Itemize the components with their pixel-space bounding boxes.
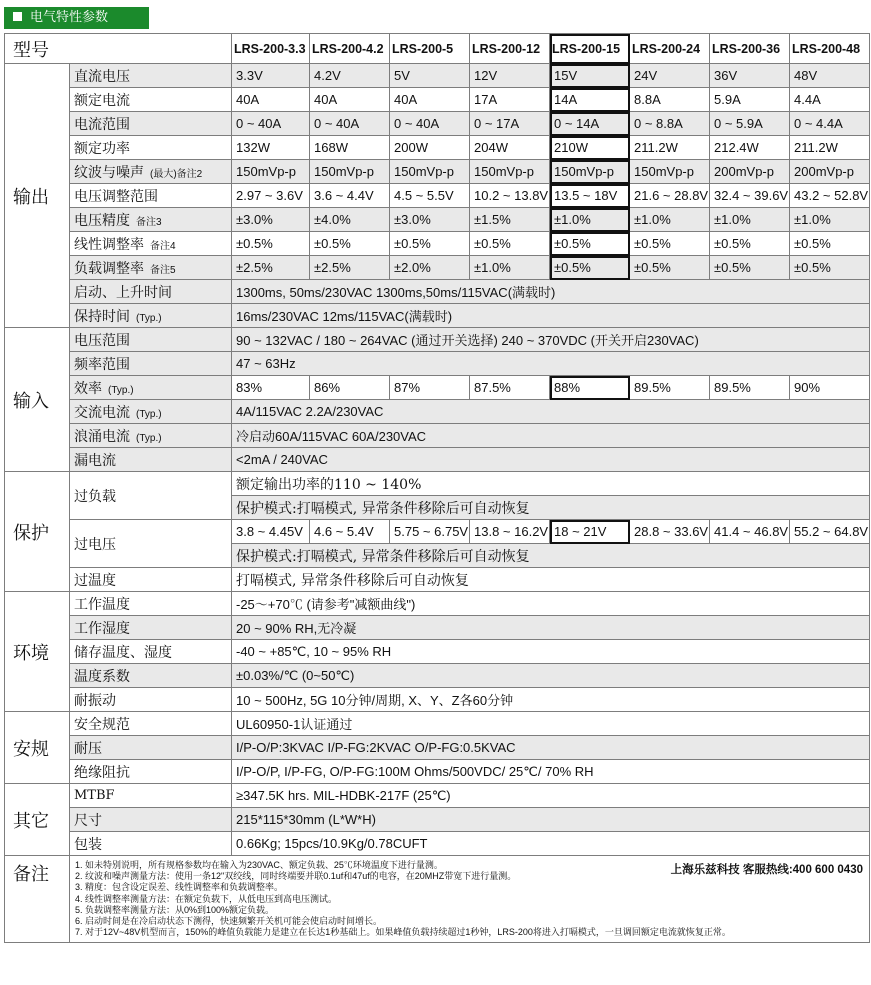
value-cell: 10.2 ~ 13.8V — [470, 184, 550, 208]
value-cell: 8.8A — [630, 88, 710, 112]
value-cell: ±0.5% — [630, 256, 710, 280]
note-line: 4. 线性调整率测量方法：在额定负载下，从低电压到高电压测试。 — [75, 893, 338, 904]
table-row — [5, 184, 870, 208]
value-cell: 215*115*30mm (L*W*H) — [232, 808, 870, 832]
row-label-text: 额定电流 — [74, 92, 130, 109]
value-cell: 0 ~ 4.4A — [790, 112, 870, 136]
ovp-value: 4.6 ~ 5.4V — [310, 520, 390, 544]
value-cell: 48V — [790, 64, 870, 88]
ovp-value: 41.4 ~ 46.8V — [710, 520, 790, 544]
ovp-value: 55.2 ~ 64.8V — [790, 520, 870, 544]
row-label — [70, 304, 232, 328]
value-cell: ±0.5% — [310, 232, 390, 256]
value-cell: ±0.5% — [790, 256, 870, 280]
row-label — [70, 280, 232, 304]
model-name: LRS-200-24 — [630, 34, 710, 64]
value-cell: 150mVp-p — [550, 160, 630, 184]
value-cell: 3.6 ~ 4.4V — [310, 184, 390, 208]
ovp-value: 5.75 ~ 6.75V — [390, 520, 470, 544]
table-row — [5, 352, 870, 376]
row-label — [70, 760, 232, 784]
value-cell: 21.6 ~ 28.8V — [630, 184, 710, 208]
value-cell: 40A — [390, 88, 470, 112]
row-label-text: 过负载 — [74, 488, 116, 505]
note-line: 3. 精度：包含设定误差、线性调整率和负载调整率。 — [75, 882, 284, 893]
ac-current-value: 4A/115VAC 2.2A/230VAC — [232, 400, 870, 424]
efficiency-value: 87.5% — [470, 376, 550, 400]
model-row — [5, 34, 870, 64]
frequency-value: 47 ~ 63Hz — [232, 352, 870, 376]
table-row — [5, 808, 870, 832]
efficiency-value: 83% — [232, 376, 310, 400]
row-label — [70, 448, 232, 472]
row-label-text: 温度系数 — [74, 668, 130, 685]
section-title: 电气特性参数 — [30, 10, 109, 25]
value-cell: 211.2W — [630, 136, 710, 160]
value-cell: 150mVp-p — [232, 160, 310, 184]
square-bullet-icon — [13, 12, 22, 21]
row-label-text: 尺寸 — [74, 812, 102, 829]
row-label — [70, 400, 232, 424]
value-cell: 168W — [310, 136, 390, 160]
row-label — [70, 112, 232, 136]
row-label — [70, 184, 232, 208]
row-label-text: 储存温度、湿度 — [74, 644, 172, 661]
category-safety: 安规 — [5, 712, 70, 784]
row-label-text: 耐压 — [74, 740, 102, 757]
value-cell: 200W — [390, 136, 470, 160]
value-cell: ±2.0% — [390, 256, 470, 280]
ovp-value: 18 ~ 21V — [550, 520, 630, 544]
table-row — [5, 256, 870, 280]
table-row — [5, 400, 870, 424]
value-cell: 14A — [550, 88, 630, 112]
row-label — [70, 808, 232, 832]
row-label-text: 效率 — [74, 380, 102, 397]
value-cell: 3.3V — [232, 64, 310, 88]
efficiency-value: 89.5% — [630, 376, 710, 400]
section-header — [4, 7, 149, 29]
value-cell: 212.4W — [710, 136, 790, 160]
row-label — [70, 328, 232, 352]
value-cell: 43.2 ~ 52.8V — [790, 184, 870, 208]
row-label-text: 启动、上升时间 — [74, 284, 172, 301]
category-notes: 备注 — [5, 856, 70, 943]
startup-value: 1300ms, 50ms/230VAC 1300ms,50ms/115VAC(满载时) — [232, 280, 870, 304]
row-label-text: 浪涌电流 — [74, 428, 130, 445]
value-cell: 0 ~ 40A — [310, 112, 390, 136]
row-label — [70, 376, 232, 400]
value-cell: 15V — [550, 64, 630, 88]
efficiency-value: 88% — [550, 376, 630, 400]
row-label-text: 电压调整范围 — [74, 188, 158, 205]
table-row — [5, 112, 870, 136]
model-name: LRS-200-15 — [550, 34, 630, 64]
table-row — [5, 616, 870, 640]
hold-value: 16ms/230VAC 12ms/115VAC(满载时) — [232, 304, 870, 328]
row-label-text: 直流电压 — [74, 68, 130, 85]
row-label-text: 包装 — [74, 836, 102, 853]
table-row — [5, 424, 870, 448]
note-line: 7. 对于12V~48V机型而言，150%的峰值负载能力是建立在长达1秒基础上。如果峰值负载持续超过1秒钟，LRS-200将进入打嗝模式，一旦调回额定电流就恢复正常。 — [75, 927, 731, 938]
value-cell: 0 ~ 8.8A — [630, 112, 710, 136]
row-label-text: 耐振动 — [74, 692, 116, 709]
row-label-text: 频率范围 — [74, 356, 130, 373]
spec-table — [4, 33, 870, 943]
table-row — [5, 712, 870, 736]
table-row — [5, 448, 870, 472]
category-input: 输入 — [5, 328, 70, 472]
value-cell: 210W — [550, 136, 630, 160]
value-cell: 40A — [232, 88, 310, 112]
table-row — [5, 136, 870, 160]
overload-value: 额定输出功率的110 ~ 140% — [232, 472, 870, 496]
overtemp-value: 打嗝模式, 异常条件移除后可自动恢复 — [232, 568, 870, 592]
value-cell: ±1.0% — [550, 208, 630, 232]
value-cell: 5.9A — [710, 88, 790, 112]
value-cell: 13.5 ~ 18V — [550, 184, 630, 208]
model-label: 型号 — [5, 34, 232, 64]
value-cell: 200mVp-p — [790, 160, 870, 184]
value-cell: ±1.0% — [470, 256, 550, 280]
efficiency-value: 89.5% — [710, 376, 790, 400]
value-cell: 0 ~ 5.9A — [710, 112, 790, 136]
row-label-note: 备注3 — [136, 216, 162, 228]
value-cell: 12V — [470, 64, 550, 88]
row-label-text: 工作湿度 — [74, 620, 130, 637]
row-label-text: 工作温度 — [74, 596, 130, 613]
row-label-note: 备注5 — [150, 264, 176, 276]
value-cell: ≥347.5K hrs. MIL-HDBK-217F (25℃) — [232, 784, 870, 808]
value-cell: 0 ~ 17A — [470, 112, 550, 136]
ovp-value: 28.8 ~ 33.6V — [630, 520, 710, 544]
table-row — [5, 328, 870, 352]
row-label — [70, 208, 232, 232]
value-cell: I/P-O/P, I/P-FG, O/P-FG:100M Ohms/500VDC/ 25℃/ 70% RH — [232, 760, 870, 784]
row-label — [70, 592, 232, 616]
value-cell: ±4.0% — [310, 208, 390, 232]
value-cell: 150mVp-p — [470, 160, 550, 184]
table-row — [5, 640, 870, 664]
row-label — [70, 640, 232, 664]
row-label-text: 安全规范 — [74, 716, 130, 733]
value-cell: ±1.0% — [790, 208, 870, 232]
row-label-note: 备注4 — [150, 240, 176, 252]
row-label — [70, 784, 232, 808]
value-cell: ±0.5% — [550, 232, 630, 256]
model-name: LRS-200-3.3 — [232, 34, 310, 64]
value-cell: ±3.0% — [390, 208, 470, 232]
leakage-value: <2mA / 240VAC — [232, 448, 870, 472]
value-cell: 4.4A — [790, 88, 870, 112]
table-row — [5, 520, 870, 544]
value-cell: 10 ~ 500Hz, 5G 10分钟/周期, X、Y、Z各60分钟 — [232, 688, 870, 712]
row-label-note: (Typ.) — [136, 408, 162, 420]
row-label — [70, 664, 232, 688]
row-label — [70, 616, 232, 640]
table-row — [5, 736, 870, 760]
value-cell: 0.66Kg; 15pcs/10.9Kg/0.78CUFT — [232, 832, 870, 856]
row-label — [70, 712, 232, 736]
value-cell: ±0.5% — [390, 232, 470, 256]
value-cell: 200mVp-p — [710, 160, 790, 184]
table-row — [5, 376, 870, 400]
value-cell: 204W — [470, 136, 550, 160]
row-label-text: 电压范围 — [74, 332, 130, 349]
table-row — [5, 856, 870, 943]
row-label-text: 漏电流 — [74, 452, 116, 469]
value-cell: UL60950-1认证通过 — [232, 712, 870, 736]
model-name: LRS-200-36 — [710, 34, 790, 64]
value-cell: ±0.5% — [232, 232, 310, 256]
row-label-text: 电流范围 — [74, 116, 130, 133]
ovp-mode: 保护模式:打嗝模式, 异常条件移除后可自动恢复 — [232, 544, 870, 568]
row-label-text: 纹波与噪声 — [74, 164, 144, 181]
value-cell: 40A — [310, 88, 390, 112]
value-cell: ±0.5% — [790, 232, 870, 256]
table-row — [5, 784, 870, 808]
row-label-note: (Typ.) — [108, 384, 134, 396]
row-label-text: 线性调整率 — [74, 236, 144, 253]
value-cell: ±0.5% — [710, 232, 790, 256]
row-label — [70, 88, 232, 112]
row-label-text: 电压精度 — [74, 212, 130, 229]
value-cell: 132W — [232, 136, 310, 160]
note-line: 1. 如未特别说明，所有规格参数均在输入为230VAC、额定负载、25℃环境温度下进行量测。 — [75, 860, 443, 870]
row-label — [70, 736, 232, 760]
value-cell: ±1.0% — [630, 208, 710, 232]
value-cell: ±2.5% — [232, 256, 310, 280]
row-label-text: 绝缘阻抗 — [74, 764, 130, 781]
table-row — [5, 64, 870, 88]
value-cell: 150mVp-p — [310, 160, 390, 184]
note-line: 6. 启动时间是在冷启动状态下测得，快速频繁开关机可能会使启动时间增长。 — [75, 916, 383, 927]
contact-hotline: 上海乐兹科技 客服热线:400 600 0430 — [670, 864, 863, 876]
value-cell: -40 ~ +85℃, 10 ~ 95% RH — [232, 640, 870, 664]
ovp-value: 13.8 ~ 16.2V — [470, 520, 550, 544]
model-name: LRS-200-12 — [470, 34, 550, 64]
value-cell: ±1.0% — [710, 208, 790, 232]
row-label-text: 过温度 — [74, 572, 116, 589]
table-row — [5, 688, 870, 712]
model-name: LRS-200-5 — [390, 34, 470, 64]
model-name: LRS-200-48 — [790, 34, 870, 64]
value-cell: 0 ~ 40A — [390, 112, 470, 136]
row-label — [70, 160, 232, 184]
row-label-text: MTBF — [74, 788, 115, 803]
ovp-value: 3.8 ~ 4.45V — [232, 520, 310, 544]
value-cell: ±2.5% — [310, 256, 390, 280]
table-row — [5, 88, 870, 112]
category-environment: 环境 — [5, 592, 70, 712]
value-cell: ±0.5% — [470, 232, 550, 256]
row-label-text: 额定功率 — [74, 140, 130, 157]
category-output: 输出 — [5, 64, 70, 328]
row-label-text: 过电压 — [74, 536, 116, 553]
value-cell: 150mVp-p — [630, 160, 710, 184]
overload-mode: 保护模式:打嗝模式, 异常条件移除后可自动恢复 — [232, 496, 870, 520]
notes-block — [70, 856, 870, 943]
value-cell: 0 ~ 14A — [550, 112, 630, 136]
value-cell: ±0.5% — [550, 256, 630, 280]
value-cell: -25～+70℃ (请参考"减额曲线") — [232, 592, 870, 616]
row-label — [70, 136, 232, 160]
row-label — [70, 424, 232, 448]
table-row — [5, 664, 870, 688]
value-cell: I/P-O/P:3KVAC I/P-FG:2KVAC O/P-FG:0.5KVAC — [232, 736, 870, 760]
table-row — [5, 232, 870, 256]
value-cell: 20 ~ 90% RH,无冷凝 — [232, 616, 870, 640]
row-label-text: 交流电流 — [74, 404, 130, 421]
value-cell: ±0.5% — [710, 256, 790, 280]
value-cell: 150mVp-p — [390, 160, 470, 184]
table-row — [5, 160, 870, 184]
table-row — [5, 304, 870, 328]
value-cell: ±1.5% — [470, 208, 550, 232]
value-cell: 211.2W — [790, 136, 870, 160]
row-label — [70, 232, 232, 256]
value-cell: ±0.5% — [630, 232, 710, 256]
value-cell: 24V — [630, 64, 710, 88]
row-label — [70, 688, 232, 712]
value-cell: 17A — [470, 88, 550, 112]
efficiency-value: 90% — [790, 376, 870, 400]
note-line: 2. 纹波和噪声测量方法：使用一条12"双绞线，同时终端要并联0.1uf和47uf的电容，在20MHZ带宽下进行量测。 — [75, 871, 517, 882]
row-label — [70, 352, 232, 376]
efficiency-value: 87% — [390, 376, 470, 400]
value-cell: 36V — [710, 64, 790, 88]
note-line: 5. 负载调整率测量方法：从0%到100%额定负载。 — [75, 904, 275, 915]
value-cell: ±0.03%/℃ (0~50℃) — [232, 664, 870, 688]
row-label — [70, 520, 232, 568]
value-cell: 32.4 ~ 39.6V — [710, 184, 790, 208]
inrush-value: 冷启动60A/115VAC 60A/230VAC — [232, 424, 870, 448]
category-other: 其它 — [5, 784, 70, 856]
row-label — [70, 64, 232, 88]
row-label-text: 负载调整率 — [74, 260, 144, 277]
row-label-note: (Typ.) — [136, 312, 162, 324]
value-cell: 4.5 ~ 5.5V — [390, 184, 470, 208]
value-cell: 4.2V — [310, 64, 390, 88]
row-label — [70, 568, 232, 592]
category-protection: 保护 — [5, 472, 70, 592]
value-cell: 0 ~ 40A — [232, 112, 310, 136]
row-label-note: (Typ.) — [136, 432, 162, 444]
value-cell: ±3.0% — [232, 208, 310, 232]
row-label-note: (最大)备注2 — [150, 168, 203, 180]
value-cell: 2.97 ~ 3.6V — [232, 184, 310, 208]
row-label-text: 保持时间 — [74, 308, 130, 325]
value-cell: 5V — [390, 64, 470, 88]
table-row — [5, 568, 870, 592]
table-row — [5, 472, 870, 496]
table-row — [5, 592, 870, 616]
row-label — [70, 832, 232, 856]
table-row — [5, 832, 870, 856]
table-row — [5, 208, 870, 232]
efficiency-value: 86% — [310, 376, 390, 400]
model-name: LRS-200-4.2 — [310, 34, 390, 64]
row-label — [70, 472, 232, 520]
row-label — [70, 256, 232, 280]
table-row — [5, 760, 870, 784]
table-row — [5, 280, 870, 304]
input-voltage-value: 90 ~ 132VAC / 180 ~ 264VAC (通过开关选择) 240 ~ 370VDC (开关开启230VAC) — [232, 328, 870, 352]
